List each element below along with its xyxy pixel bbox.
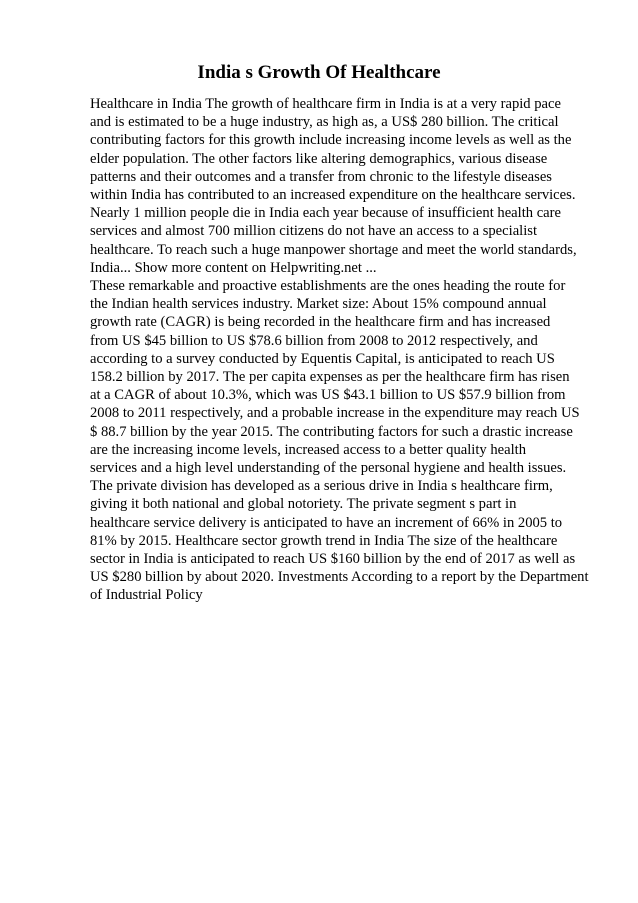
body-line: 81% by 2015. Healthcare sector growth trend in India The size of the healthcare: [90, 532, 558, 549]
document-title: India s Growth Of Healthcare: [197, 62, 441, 83]
body-line: 158.2 billion by 2017. The per capita expenses as per the healthcare firm has risen: [90, 369, 570, 386]
body-line: services and almost 700 million citizens do not have an access to a specialist: [90, 223, 538, 240]
body-line: 2008 to 2011 respectively, and a probable increase in the expenditure may reach US: [90, 405, 580, 422]
show-more-line: India... Show more content on Helpwriting.net ...: [90, 259, 377, 276]
body-line: Nearly 1 million people die in India each year because of insufficient health care: [90, 205, 561, 222]
body-line: services and a high level understanding of the personal hygiene and health issues.: [90, 460, 567, 477]
body-line: and is estimated to be a huge industry, as high as, a US$ 280 billion. The critical: [90, 114, 559, 131]
document-body: [90, 95, 610, 605]
body-line: contributing factors for this growth include increasing income levels as well as the: [90, 132, 572, 149]
body-line: These remarkable and proactive establishments are the ones heading the route for: [90, 278, 566, 295]
body-line: $ 88.7 billion by the year 2015. The contributing factors for such a drastic increase: [90, 423, 573, 440]
body-line: elder population. The other factors like altering demographics, various disease: [90, 150, 548, 167]
body-line: healthcare. To reach such a huge manpower shortage and meet the world standards,: [90, 241, 577, 258]
body-line: growth rate (CAGR) is being recorded in the healthcare firm and has increased: [90, 314, 551, 331]
body-line: from US $45 billion to US $78.6 billion from 2008 to 2012 respectively, and: [90, 332, 538, 349]
body-line: US $280 billion by about 2020. Investments According to a report by the Department: [90, 569, 589, 586]
body-line: are the increasing income levels, increased access to a better quality health: [90, 441, 526, 458]
body-line: Healthcare in India The growth of healthcare firm in India is at a very rapid pace: [90, 96, 561, 112]
body-line: within India has contributed to an increased expenditure on the healthcare services.: [90, 187, 576, 204]
body-line: according to a survey conducted by Equentis Capital, is anticipated to reach US: [90, 350, 555, 367]
body-line: the Indian health services industry. Market size: About 15% compound annual: [90, 296, 547, 313]
body-line: giving it both national and global notoriety. The private segment s part in: [90, 496, 517, 513]
body-line: sector in India is anticipated to reach US $160 billion by the end of 2017 as well as: [90, 551, 576, 568]
body-line: of Industrial Policy: [90, 587, 203, 604]
body-line: patterns and their outcomes and a transfer from chronic to the lifestyle diseases: [90, 168, 552, 185]
body-line: at a CAGR of about 10.3%, which was US $43.1 billion to US $57.9 billion from: [90, 387, 566, 404]
body-line: healthcare service delivery is anticipated to have an increment of 66% in 2005 to: [90, 514, 563, 531]
body-line: The private division has developed as a serious drive in India s healthcare firm,: [90, 478, 553, 495]
